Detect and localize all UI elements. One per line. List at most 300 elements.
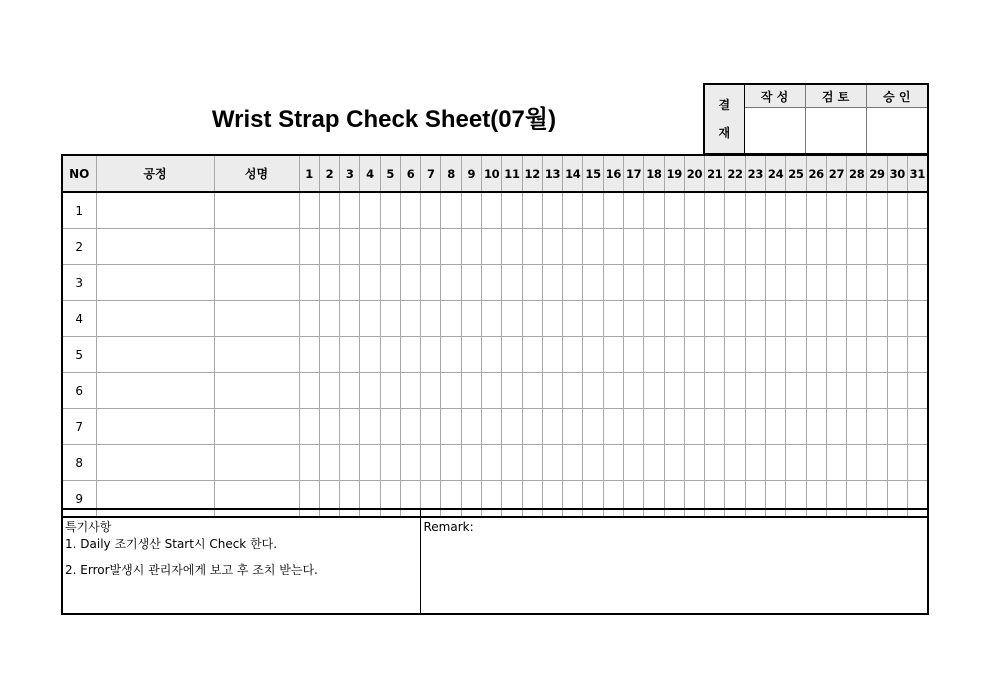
- day-check-cell[interactable]: [522, 445, 542, 481]
- day-check-cell[interactable]: [441, 337, 461, 373]
- day-check-cell[interactable]: [482, 229, 502, 265]
- day-check-cell[interactable]: [826, 265, 846, 301]
- day-check-cell[interactable]: [644, 192, 664, 229]
- day-check-cell[interactable]: [603, 301, 623, 337]
- day-check-cell[interactable]: [705, 445, 725, 481]
- day-check-cell[interactable]: [461, 409, 481, 445]
- day-check-cell[interactable]: [907, 373, 927, 409]
- header-day: 21: [705, 155, 725, 192]
- day-check-cell[interactable]: [542, 373, 562, 409]
- day-check-cell[interactable]: [299, 409, 319, 445]
- header-day: 14: [563, 155, 583, 192]
- day-check-cell[interactable]: [705, 229, 725, 265]
- day-check-cell[interactable]: [319, 192, 339, 229]
- day-check-cell[interactable]: [826, 445, 846, 481]
- day-check-cell[interactable]: [299, 301, 319, 337]
- day-check-cell[interactable]: [400, 301, 420, 337]
- day-check-cell[interactable]: [360, 192, 380, 229]
- day-check-cell[interactable]: [441, 229, 461, 265]
- day-check-cell[interactable]: [421, 409, 441, 445]
- day-check-cell[interactable]: [603, 373, 623, 409]
- day-check-cell[interactable]: [745, 265, 765, 301]
- day-check-cell[interactable]: [664, 337, 684, 373]
- day-check-cell[interactable]: [887, 265, 907, 301]
- header-day: 5: [380, 155, 400, 192]
- header-day: 16: [603, 155, 623, 192]
- day-check-cell[interactable]: [421, 265, 441, 301]
- day-check-cell[interactable]: [421, 445, 441, 481]
- day-check-cell[interactable]: [867, 301, 887, 337]
- day-check-cell[interactable]: [563, 301, 583, 337]
- day-check-cell[interactable]: [461, 192, 481, 229]
- day-check-cell[interactable]: [299, 445, 319, 481]
- day-check-cell[interactable]: [684, 337, 704, 373]
- day-check-cell[interactable]: [887, 301, 907, 337]
- day-check-cell[interactable]: [421, 373, 441, 409]
- table-row: [62, 192, 928, 229]
- day-check-cell[interactable]: [482, 265, 502, 301]
- day-check-cell[interactable]: [765, 337, 785, 373]
- day-check-cell[interactable]: [725, 445, 745, 481]
- day-check-cell[interactable]: [664, 229, 684, 265]
- day-check-cell[interactable]: [705, 373, 725, 409]
- day-check-cell[interactable]: [441, 192, 461, 229]
- day-check-cell[interactable]: [319, 409, 339, 445]
- day-check-cell[interactable]: [725, 229, 745, 265]
- day-check-cell[interactable]: [664, 192, 684, 229]
- day-check-cell[interactable]: [847, 445, 867, 481]
- day-check-cell[interactable]: [461, 301, 481, 337]
- day-check-cell[interactable]: [421, 301, 441, 337]
- day-check-cell[interactable]: [907, 301, 927, 337]
- day-check-cell[interactable]: [786, 301, 806, 337]
- day-check-cell[interactable]: [542, 409, 562, 445]
- day-check-cell[interactable]: [684, 445, 704, 481]
- process-cell[interactable]: [96, 445, 214, 481]
- day-check-cell[interactable]: [400, 192, 420, 229]
- day-check-cell[interactable]: [380, 301, 400, 337]
- day-check-cell[interactable]: [725, 373, 745, 409]
- day-check-cell[interactable]: [502, 409, 522, 445]
- day-check-cell[interactable]: [786, 265, 806, 301]
- day-check-cell[interactable]: [461, 445, 481, 481]
- day-check-cell[interactable]: [522, 337, 542, 373]
- day-check-cell[interactable]: [482, 373, 502, 409]
- day-check-cell[interactable]: [887, 337, 907, 373]
- day-check-cell[interactable]: [482, 337, 502, 373]
- day-check-cell[interactable]: [725, 337, 745, 373]
- day-check-cell[interactable]: [340, 409, 360, 445]
- day-check-cell[interactable]: [745, 192, 765, 229]
- day-check-cell[interactable]: [441, 265, 461, 301]
- name-cell[interactable]: [214, 337, 299, 373]
- day-check-cell[interactable]: [806, 265, 826, 301]
- approval-sign-author[interactable]: [744, 108, 805, 155]
- day-check-cell[interactable]: [319, 265, 339, 301]
- day-check-cell[interactable]: [319, 373, 339, 409]
- day-check-cell[interactable]: [624, 265, 644, 301]
- day-check-cell[interactable]: [664, 373, 684, 409]
- day-check-cell[interactable]: [684, 192, 704, 229]
- header-day: 3: [340, 155, 360, 192]
- day-check-cell[interactable]: [765, 265, 785, 301]
- day-check-cell[interactable]: [583, 265, 603, 301]
- day-check-cell[interactable]: [867, 337, 887, 373]
- day-check-cell[interactable]: [644, 337, 664, 373]
- day-check-cell[interactable]: [847, 373, 867, 409]
- day-check-cell[interactable]: [461, 337, 481, 373]
- day-check-cell[interactable]: [786, 192, 806, 229]
- day-check-cell[interactable]: [705, 301, 725, 337]
- name-cell[interactable]: [214, 409, 299, 445]
- row-number: 3: [62, 265, 96, 301]
- day-check-cell[interactable]: [502, 373, 522, 409]
- day-check-cell[interactable]: [340, 301, 360, 337]
- day-check-cell[interactable]: [583, 409, 603, 445]
- day-check-cell[interactable]: [603, 337, 623, 373]
- day-check-cell[interactable]: [502, 301, 522, 337]
- day-check-cell[interactable]: [502, 192, 522, 229]
- day-check-cell[interactable]: [319, 337, 339, 373]
- day-check-cell[interactable]: [644, 265, 664, 301]
- day-check-cell[interactable]: [340, 337, 360, 373]
- day-check-cell[interactable]: [806, 337, 826, 373]
- day-check-cell[interactable]: [502, 265, 522, 301]
- header-day: 12: [522, 155, 542, 192]
- day-check-cell[interactable]: [847, 229, 867, 265]
- day-check-cell[interactable]: [563, 337, 583, 373]
- day-check-cell[interactable]: [299, 337, 319, 373]
- day-check-cell[interactable]: [664, 445, 684, 481]
- day-check-cell[interactable]: [563, 445, 583, 481]
- day-check-cell[interactable]: [421, 229, 441, 265]
- day-check-cell[interactable]: [806, 229, 826, 265]
- special-notes-heading: 특기사항: [65, 520, 112, 534]
- day-check-cell[interactable]: [847, 337, 867, 373]
- process-cell[interactable]: [96, 192, 214, 229]
- day-check-cell[interactable]: [624, 301, 644, 337]
- name-cell[interactable]: [214, 265, 299, 301]
- day-check-cell[interactable]: [644, 409, 664, 445]
- day-check-cell[interactable]: [664, 265, 684, 301]
- day-check-cell[interactable]: [887, 192, 907, 229]
- day-check-cell[interactable]: [887, 229, 907, 265]
- day-check-cell[interactable]: [603, 229, 623, 265]
- day-check-cell[interactable]: [299, 265, 319, 301]
- day-check-cell[interactable]: [542, 192, 562, 229]
- day-check-cell[interactable]: [482, 409, 502, 445]
- table-row: [62, 229, 928, 265]
- day-check-cell[interactable]: [542, 265, 562, 301]
- day-check-cell[interactable]: [603, 192, 623, 229]
- day-check-cell[interactable]: [522, 409, 542, 445]
- day-check-cell[interactable]: [380, 445, 400, 481]
- day-check-cell[interactable]: [400, 265, 420, 301]
- name-cell[interactable]: [214, 229, 299, 265]
- day-check-cell[interactable]: [826, 229, 846, 265]
- day-check-cell[interactable]: [786, 373, 806, 409]
- day-check-cell[interactable]: [299, 229, 319, 265]
- day-check-cell[interactable]: [603, 445, 623, 481]
- day-check-cell[interactable]: [745, 337, 765, 373]
- check-grid: [61, 154, 929, 518]
- day-check-cell[interactable]: [867, 265, 887, 301]
- day-check-cell[interactable]: [380, 229, 400, 265]
- day-check-cell[interactable]: [826, 373, 846, 409]
- day-check-cell[interactable]: [907, 337, 927, 373]
- day-check-cell[interactable]: [380, 409, 400, 445]
- day-check-cell[interactable]: [786, 409, 806, 445]
- header-day: 22: [725, 155, 745, 192]
- day-check-cell[interactable]: [319, 301, 339, 337]
- day-check-cell[interactable]: [847, 301, 867, 337]
- day-check-cell[interactable]: [725, 265, 745, 301]
- name-cell[interactable]: [214, 192, 299, 229]
- notes-box: [61, 508, 929, 615]
- day-check-cell[interactable]: [461, 373, 481, 409]
- day-check-cell[interactable]: [867, 409, 887, 445]
- day-check-cell[interactable]: [705, 192, 725, 229]
- header-name: 성명: [214, 155, 299, 192]
- day-check-cell[interactable]: [360, 265, 380, 301]
- day-check-cell[interactable]: [482, 192, 502, 229]
- day-check-cell[interactable]: [502, 229, 522, 265]
- approval-sign-review[interactable]: [805, 108, 866, 155]
- day-check-cell[interactable]: [542, 301, 562, 337]
- day-check-cell[interactable]: [806, 192, 826, 229]
- day-check-cell[interactable]: [806, 301, 826, 337]
- header-day: 24: [765, 155, 785, 192]
- day-check-cell[interactable]: [502, 445, 522, 481]
- day-check-cell[interactable]: [542, 445, 562, 481]
- day-check-cell[interactable]: [461, 265, 481, 301]
- row-number: 5: [62, 337, 96, 373]
- day-check-cell[interactable]: [847, 192, 867, 229]
- remark-label: Remark:: [423, 520, 474, 534]
- remark-area[interactable]: [420, 509, 928, 614]
- day-check-cell[interactable]: [624, 337, 644, 373]
- day-check-cell[interactable]: [684, 301, 704, 337]
- day-check-cell[interactable]: [360, 373, 380, 409]
- day-check-cell[interactable]: [583, 192, 603, 229]
- day-check-cell[interactable]: [563, 229, 583, 265]
- approval-header-approve: 승 인: [866, 84, 928, 108]
- day-check-cell[interactable]: [340, 265, 360, 301]
- day-check-cell[interactable]: [340, 373, 360, 409]
- day-check-cell[interactable]: [482, 445, 502, 481]
- day-check-cell[interactable]: [522, 229, 542, 265]
- day-check-cell[interactable]: [826, 409, 846, 445]
- day-check-cell[interactable]: [522, 373, 542, 409]
- day-check-cell[interactable]: [441, 301, 461, 337]
- day-check-cell[interactable]: [340, 445, 360, 481]
- day-check-cell[interactable]: [765, 301, 785, 337]
- day-check-cell[interactable]: [806, 373, 826, 409]
- day-check-cell[interactable]: [684, 265, 704, 301]
- approval-side-label-top: 결: [718, 98, 731, 112]
- day-check-cell[interactable]: [542, 337, 562, 373]
- table-row: [62, 373, 928, 409]
- day-check-cell[interactable]: [765, 409, 785, 445]
- day-check-cell[interactable]: [299, 373, 319, 409]
- day-check-cell[interactable]: [847, 265, 867, 301]
- name-cell[interactable]: [214, 373, 299, 409]
- day-check-cell[interactable]: [340, 229, 360, 265]
- day-check-cell[interactable]: [705, 265, 725, 301]
- day-check-cell[interactable]: [745, 373, 765, 409]
- header-day: 17: [624, 155, 644, 192]
- day-check-cell[interactable]: [380, 337, 400, 373]
- process-cell[interactable]: [96, 301, 214, 337]
- day-check-cell[interactable]: [684, 373, 704, 409]
- day-check-cell[interactable]: [482, 301, 502, 337]
- day-check-cell[interactable]: [745, 409, 765, 445]
- day-check-cell[interactable]: [644, 229, 664, 265]
- name-cell[interactable]: [214, 445, 299, 481]
- process-cell[interactable]: [96, 265, 214, 301]
- day-check-cell[interactable]: [583, 229, 603, 265]
- day-check-cell[interactable]: [624, 373, 644, 409]
- day-check-cell[interactable]: [907, 192, 927, 229]
- day-check-cell[interactable]: [725, 301, 745, 337]
- day-check-cell[interactable]: [563, 409, 583, 445]
- day-check-cell[interactable]: [563, 192, 583, 229]
- day-check-cell[interactable]: [664, 301, 684, 337]
- day-check-cell[interactable]: [522, 301, 542, 337]
- day-check-cell[interactable]: [380, 192, 400, 229]
- process-cell[interactable]: [96, 337, 214, 373]
- day-check-cell[interactable]: [644, 301, 664, 337]
- day-check-cell[interactable]: [705, 337, 725, 373]
- day-check-cell[interactable]: [563, 373, 583, 409]
- header-day: 18: [644, 155, 664, 192]
- page-title: Wrist Strap Check Sheet(07월): [211, 106, 557, 133]
- day-check-cell[interactable]: [360, 337, 380, 373]
- day-check-cell[interactable]: [826, 192, 846, 229]
- name-cell[interactable]: [214, 301, 299, 337]
- day-check-cell[interactable]: [441, 409, 461, 445]
- day-check-cell[interactable]: [461, 229, 481, 265]
- day-check-cell[interactable]: [765, 192, 785, 229]
- day-check-cell[interactable]: [847, 409, 867, 445]
- day-check-cell[interactable]: [502, 337, 522, 373]
- day-check-cell[interactable]: [380, 373, 400, 409]
- day-check-cell[interactable]: [826, 337, 846, 373]
- approval-side-label: [704, 84, 744, 154]
- approval-sign-approve[interactable]: [866, 108, 928, 155]
- day-check-cell[interactable]: [907, 265, 927, 301]
- day-check-cell[interactable]: [867, 192, 887, 229]
- day-check-cell[interactable]: [644, 373, 664, 409]
- process-cell[interactable]: [96, 373, 214, 409]
- day-check-cell[interactable]: [624, 409, 644, 445]
- day-check-cell[interactable]: [867, 373, 887, 409]
- day-check-cell[interactable]: [786, 337, 806, 373]
- day-check-cell[interactable]: [583, 373, 603, 409]
- day-check-cell[interactable]: [725, 409, 745, 445]
- day-check-cell[interactable]: [887, 445, 907, 481]
- day-check-cell[interactable]: [441, 445, 461, 481]
- day-check-cell[interactable]: [765, 445, 785, 481]
- day-check-cell[interactable]: [603, 265, 623, 301]
- header-day: 30: [887, 155, 907, 192]
- header-day: 11: [502, 155, 522, 192]
- day-check-cell[interactable]: [400, 445, 420, 481]
- special-note-item: 1. Daily 조기생산 Start시 Check 한다.: [65, 537, 278, 551]
- day-check-cell[interactable]: [786, 229, 806, 265]
- process-cell[interactable]: [96, 229, 214, 265]
- day-check-cell[interactable]: [725, 192, 745, 229]
- day-check-cell[interactable]: [887, 373, 907, 409]
- day-check-cell[interactable]: [887, 409, 907, 445]
- day-check-cell[interactable]: [624, 445, 644, 481]
- day-check-cell[interactable]: [867, 445, 887, 481]
- day-check-cell[interactable]: [299, 192, 319, 229]
- day-check-cell[interactable]: [603, 409, 623, 445]
- row-number: 8: [62, 445, 96, 481]
- day-check-cell[interactable]: [624, 192, 644, 229]
- day-check-cell[interactable]: [421, 337, 441, 373]
- day-check-cell[interactable]: [400, 337, 420, 373]
- day-check-cell[interactable]: [583, 337, 603, 373]
- day-check-cell[interactable]: [684, 229, 704, 265]
- day-check-cell[interactable]: [340, 192, 360, 229]
- row-number: 4: [62, 301, 96, 337]
- day-check-cell[interactable]: [624, 229, 644, 265]
- day-check-cell[interactable]: [583, 445, 603, 481]
- day-check-cell[interactable]: [664, 409, 684, 445]
- day-check-cell[interactable]: [745, 445, 765, 481]
- day-check-cell[interactable]: [583, 301, 603, 337]
- day-check-cell[interactable]: [765, 373, 785, 409]
- day-check-cell[interactable]: [826, 301, 846, 337]
- day-check-cell[interactable]: [380, 265, 400, 301]
- day-check-cell[interactable]: [563, 265, 583, 301]
- approval-header-review: 검 토: [805, 84, 866, 108]
- day-check-cell[interactable]: [522, 192, 542, 229]
- header-day: 15: [583, 155, 603, 192]
- process-cell[interactable]: [96, 409, 214, 445]
- day-check-cell[interactable]: [441, 373, 461, 409]
- day-check-cell[interactable]: [360, 301, 380, 337]
- day-check-cell[interactable]: [786, 445, 806, 481]
- day-check-cell[interactable]: [319, 445, 339, 481]
- day-check-cell[interactable]: [644, 445, 664, 481]
- day-check-cell[interactable]: [360, 445, 380, 481]
- day-check-cell[interactable]: [806, 409, 826, 445]
- day-check-cell[interactable]: [360, 229, 380, 265]
- day-check-cell[interactable]: [907, 229, 927, 265]
- day-check-cell[interactable]: [319, 229, 339, 265]
- day-check-cell[interactable]: [542, 229, 562, 265]
- day-check-cell[interactable]: [684, 409, 704, 445]
- day-check-cell[interactable]: [400, 373, 420, 409]
- day-check-cell[interactable]: [867, 229, 887, 265]
- day-check-cell[interactable]: [705, 409, 725, 445]
- day-check-cell[interactable]: [400, 229, 420, 265]
- day-check-cell[interactable]: [745, 301, 765, 337]
- day-check-cell[interactable]: [765, 229, 785, 265]
- day-check-cell[interactable]: [745, 229, 765, 265]
- day-check-cell[interactable]: [400, 409, 420, 445]
- header-day: 13: [542, 155, 562, 192]
- day-check-cell[interactable]: [360, 409, 380, 445]
- day-check-cell[interactable]: [522, 265, 542, 301]
- day-check-cell[interactable]: [907, 445, 927, 481]
- day-check-cell[interactable]: [421, 192, 441, 229]
- day-check-cell[interactable]: [907, 409, 927, 445]
- day-check-cell[interactable]: [806, 445, 826, 481]
